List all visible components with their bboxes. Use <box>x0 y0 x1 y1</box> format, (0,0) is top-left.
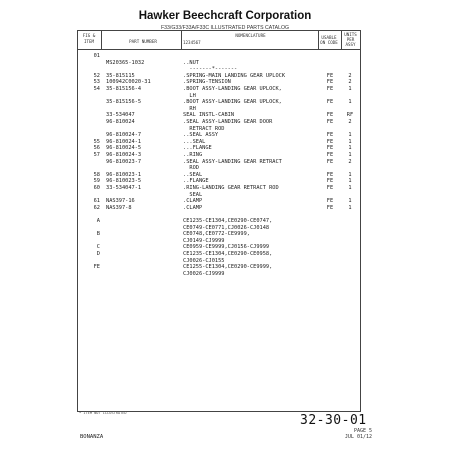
units-per-assy: 1 <box>348 145 352 152</box>
part-number: 35-815156-5 <box>106 99 142 106</box>
usable-code: FE <box>326 138 334 145</box>
nomenclature: CJ0026-CJ9999 <box>183 270 225 277</box>
usable-code: FE <box>326 152 334 158</box>
nomenclature: SEAL <box>183 191 203 198</box>
table-row <box>78 271 360 278</box>
nomenclature: ..RING <box>183 152 203 158</box>
fig-item-number: 61 <box>93 198 100 205</box>
part-number: MS20365-1032 <box>106 59 145 66</box>
aircraft-model: BONANZA <box>80 434 104 440</box>
fig-col-label: FIG & <box>82 33 96 38</box>
nomenclature: CE0959-CE9999,CJ0156-CJ9999 <box>183 244 270 251</box>
fig-item-number: 58 <box>93 171 100 178</box>
nomenclature: .CLAMP <box>183 204 203 211</box>
part-number: 35-815115 <box>106 72 135 79</box>
part-number: 96-810024-1 <box>106 138 142 145</box>
company-title: Hawker Beechcraft Corporation <box>138 10 312 22</box>
usable-code: FE <box>326 119 334 125</box>
units-per-assy: 1 <box>348 99 352 106</box>
nomenclature: ...SEAL <box>183 138 206 145</box>
part-col-label: PART NUMBER <box>129 39 157 44</box>
fig-item-number: 53 <box>93 79 100 86</box>
usable-code: FE <box>326 158 334 165</box>
nomenclature: ...FLANGE <box>183 145 212 152</box>
usable-code: FE <box>326 171 334 178</box>
units-per-assy: 1 <box>348 185 352 191</box>
nomenclature: CE1235-CE1304,CE0290-CE0747, <box>183 218 273 224</box>
col-divider <box>181 31 182 49</box>
usable-code: FE <box>326 99 334 106</box>
fig-item-number: 52 <box>93 72 100 79</box>
usable-code: FE <box>326 145 334 152</box>
parts-table <box>77 30 361 412</box>
fig-item-number: C <box>96 244 100 251</box>
fig-item-number: 59 <box>93 178 100 185</box>
part-number: 35-815156-4 <box>106 86 142 92</box>
fig-item-number: 55 <box>93 138 100 145</box>
nomenclature: CJ0149-CJ9999 <box>183 237 225 244</box>
footnote: * ITEM NOT ILLUSTRATED <box>79 411 127 415</box>
usable-code: FE <box>326 112 334 119</box>
part-number: 100942C0020-31 <box>106 79 151 86</box>
part-number: 96-810023-1 <box>106 171 142 178</box>
revision-date: JUL 01/12 <box>344 434 372 440</box>
units-per-assy: 1 <box>348 198 352 205</box>
units-assy-label: ASSY <box>345 42 356 47</box>
nomenclature: ..FLANGE <box>183 178 209 185</box>
usable-code-label: ON CODE <box>320 40 338 45</box>
nomenclature: .BOOT ASSY-LANDING GEAR UPLOCK, <box>183 99 282 106</box>
nomenclature: CE0749-CE0771,CJ0026-CJ0148 <box>183 224 270 231</box>
usable-code: FE <box>326 178 334 185</box>
nomenclature: .SEAL ASSY-LANDING GEAR RETRACT <box>183 158 282 165</box>
nomenclature: -------*------- <box>183 66 238 73</box>
usable-col-label: USABLE <box>321 35 337 40</box>
nomenclature-col-label: NOMENCLATURE <box>235 33 266 38</box>
page-number: PAGE 5 <box>353 428 372 434</box>
units-col-label: UNITS <box>344 32 357 37</box>
units-per-assy: 1 <box>348 171 352 178</box>
catalog-subtitle: F33/G33/F33A/F33C ILLUSTRATED PARTS CATALOG <box>160 25 290 31</box>
nomenclature: ..NUT <box>183 59 199 66</box>
part-number: 96-810023-7 <box>106 158 142 165</box>
units-per-assy: 1 <box>348 86 352 92</box>
col-divider <box>341 31 342 49</box>
usable-code: FE <box>326 198 334 205</box>
part-number: NAS397-16 <box>106 198 135 205</box>
part-number: NAS397-8 <box>106 204 132 211</box>
usable-code: FE <box>326 79 334 86</box>
nomenclature: RETRACT ROD <box>183 125 225 132</box>
col-divider <box>318 31 319 49</box>
fig-item-number: 54 <box>93 86 100 92</box>
nomenclature: .SPRING-TENSION <box>183 79 231 86</box>
part-number: 96-810024 <box>106 119 135 125</box>
units-per-label: PER <box>346 37 355 42</box>
units-per-assy: 1 <box>348 152 352 158</box>
nomenclature: .BOOT ASSY-LANDING GEAR UPLOCK, <box>183 86 282 92</box>
fig-item-number: FE <box>93 264 100 271</box>
part-number: 33-534047 <box>106 112 135 119</box>
units-per-assy: 1 <box>348 204 352 211</box>
item-col-label: ITEM <box>83 39 95 44</box>
usable-code: FE <box>326 204 334 211</box>
nomenclature: RH <box>183 105 196 112</box>
nomenclature: .CLAMP <box>183 198 203 205</box>
nomenclature: CE1255-CE1304,CE0290-CE9999, <box>183 264 273 271</box>
units-per-assy: 1 <box>348 138 352 145</box>
part-number: 96-810024-3 <box>106 152 142 158</box>
nomenclature: .RING-LANDING GEAR RETRACT ROD <box>183 185 279 191</box>
indent-scale: 1234567 <box>183 40 201 45</box>
fig-item-number: 01 <box>93 53 100 59</box>
nomenclature: SEAL INSTL-CABIN <box>183 112 235 119</box>
part-number: 96-810024-7 <box>106 132 142 139</box>
usable-code: FE <box>326 132 334 139</box>
fig-item-number: 60 <box>93 185 100 191</box>
nomenclature: CE0748,CE0772-CE9999, <box>183 231 250 238</box>
nomenclature: ..SEAL <box>183 171 203 178</box>
fig-item-number: B <box>96 231 100 238</box>
fig-item-number: D <box>96 251 100 257</box>
part-number: 33-534047-1 <box>106 185 142 191</box>
units-per-assy: 2 <box>348 79 352 86</box>
units-per-assy: 2 <box>348 119 352 125</box>
fig-item-number: 56 <box>93 145 100 152</box>
usable-code: FE <box>326 72 334 79</box>
col-divider <box>101 31 102 49</box>
nomenclature: ROD <box>183 165 199 172</box>
nomenclature: CE1235-CE1304,CE0290-CE0958, <box>183 251 273 257</box>
fig-item-number: A <box>96 218 100 224</box>
units-per-assy: 2 <box>348 158 352 165</box>
fig-item-number: 57 <box>93 152 100 158</box>
units-per-assy: 2 <box>348 72 352 79</box>
part-number: 96-810023-5 <box>106 178 142 185</box>
usable-code: FE <box>326 86 334 92</box>
nomenclature: .SPRING-MAIN LANDING GEAR UPLOCK <box>183 72 286 79</box>
usable-code: FE <box>326 185 334 191</box>
part-number: 96-810024-5 <box>106 145 142 152</box>
fig-item-number: 62 <box>93 204 100 211</box>
units-per-assy: RF <box>346 112 354 119</box>
nomenclature: .SEAL ASSY-LANDING GEAR DOOR <box>183 119 273 125</box>
nomenclature: LH <box>183 92 196 99</box>
nomenclature: CJ0026-CJ0155 <box>183 257 225 264</box>
units-per-assy: 1 <box>348 178 352 185</box>
units-per-assy: 1 <box>348 132 352 139</box>
nomenclature: ..SEAL ASSY <box>183 132 219 139</box>
section-number: 32-30-01 <box>300 413 367 428</box>
